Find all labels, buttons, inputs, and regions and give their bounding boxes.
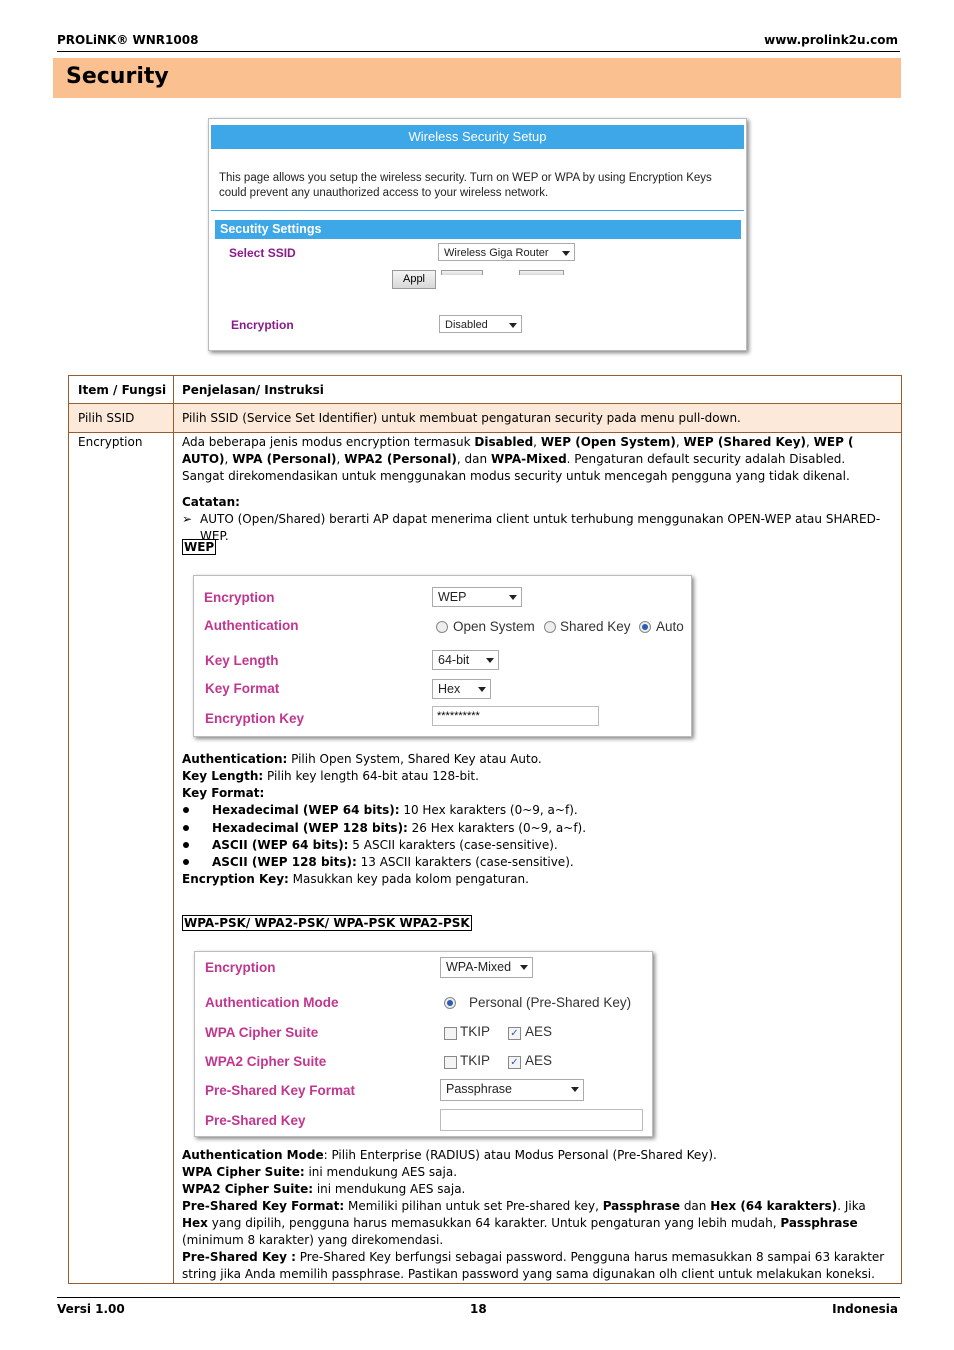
wpa-heading: WPA-PSK/ WPA2-PSK/ WPA-PSK WPA2-PSK: [184, 916, 470, 930]
language: Indonesia: [832, 1302, 898, 1316]
wpa-settings-screenshot: [194, 951, 653, 1137]
wpa-aes-checkbox[interactable]: ✓: [508, 1027, 521, 1040]
note-wpa-cipher: WPA Cipher Suite: ini mendukung AES saja.: [182, 1165, 458, 1179]
ssid-select[interactable]: Wireless Giga Router: [438, 243, 575, 261]
note-psk-format: Pre-Shared Key Format: Memiliki pilihan untuk set Pre-shared key, Passphrase dan Hex (64 karakters). Jika Hex yang dipilih, pengguna harus memasukkan 64 karakter. Untuk pengaturan yang lebih mudah, Passphrase (minimum 8 karakter) yang direkomendasi.: [182, 1199, 866, 1247]
wep-auth-label: Authentication: [204, 618, 299, 633]
page-footer: [57, 1297, 900, 1316]
note-wpa2-cipher: WPA2 Cipher Suite: ini mendukung AES saja.: [182, 1182, 466, 1196]
chevron-down-icon: [520, 965, 528, 970]
encryption-intro: Ada beberapa jenis modus encryption termasuk Disabled, WEP (Open System), WEP (Shared Key), WEP ( AUTO), WPA (Personal), WPA2 (Personal), dan WPA-Mixed. Pengaturan default security adalah Disabled. Sangat direkomendasikan untuk menggunakan modus security untuk mencegah pengguna yang tidak dikenal.: [182, 435, 854, 483]
bullet-ascii64: ASCII (WEP 64 bits): 5 ASCII karakters (case-sensitive).: [212, 838, 558, 852]
chevron-down-icon: [509, 595, 517, 600]
shared-key-label: Shared Key: [560, 619, 631, 634]
website: www.prolink2u.com: [764, 33, 898, 47]
chevron-down-icon: [478, 687, 486, 692]
radio-open-system[interactable]: [436, 621, 448, 633]
bullet-hex128: Hexadecimal (WEP 128 bits): 26 Hex karakters (0~9, a~f).: [212, 821, 587, 835]
open-system-label: Open System: [453, 619, 535, 634]
panel-title: Wireless Security Setup: [211, 125, 744, 149]
radio-personal[interactable]: [444, 997, 456, 1009]
key-length-select[interactable]: 64-bit: [432, 650, 499, 670]
psk-format-label: Pre-Shared Key Format: [205, 1083, 356, 1098]
psk-label: Pre-Shared Key: [205, 1113, 306, 1128]
section-band: [53, 58, 901, 98]
wpa2-tkip-checkbox[interactable]: [444, 1056, 457, 1069]
wep-encryption-select[interactable]: WEP: [432, 587, 522, 607]
encryption-key-label: Encryption Key: [205, 711, 305, 726]
encryption-label: Encryption: [231, 318, 294, 332]
col2-header: Penjelasan/ Instruksi: [182, 383, 324, 397]
product-name: PROLiNK® WNR1008: [57, 33, 199, 47]
wpa2-cipher-label: WPA2 Cipher Suite: [205, 1054, 327, 1069]
psk-format-select[interactable]: Passphrase: [440, 1079, 584, 1101]
row1-item: Pilih SSID: [78, 411, 135, 425]
hidden-button[interactable]: [441, 270, 483, 275]
ssid-label: Select SSID: [229, 246, 296, 260]
radio-shared-key[interactable]: [544, 621, 556, 633]
key-length-label: Key Length: [205, 653, 279, 668]
catatan-bullet: ➢: [182, 512, 193, 526]
settings-title: Secutity Settings: [215, 220, 741, 239]
wireless-security-setup-screenshot: [208, 118, 747, 351]
note-key-length: Key Length: Pilih key length 64-bit atau 128-bit.: [182, 769, 479, 783]
key-format-label: Key Format: [205, 681, 280, 696]
catatan-label: Catatan:: [182, 495, 240, 509]
wpa2-aes-label: AES: [525, 1053, 553, 1068]
wpa-aes-label: AES: [525, 1024, 553, 1039]
col1-header: Item / Fungsi: [78, 383, 167, 397]
personal-label: Personal (Pre-Shared Key): [469, 995, 632, 1010]
wpa-tkip-checkbox[interactable]: [444, 1027, 457, 1040]
row2-item: Encryption: [78, 435, 143, 449]
divider: [211, 210, 744, 211]
auth-mode-label: Authentication Mode: [205, 995, 339, 1010]
wep-heading: WEP: [184, 540, 215, 554]
wep-encryption-label: Encryption: [204, 590, 275, 605]
psk-input[interactable]: [440, 1109, 643, 1131]
wep-settings-screenshot: [193, 575, 692, 737]
key-format-select[interactable]: Hex: [432, 679, 491, 699]
wpa-encryption-select[interactable]: WPA-Mixed: [440, 957, 533, 978]
radio-auto[interactable]: [639, 621, 651, 633]
page-header: [57, 33, 900, 52]
chevron-down-icon: [509, 323, 517, 328]
catatan-text: AUTO (Open/Shared) berarti AP dapat menerima client untuk terhubung menggunakan OPEN-WEP atau SHARED-WEP.: [200, 512, 881, 543]
note-psk: Pre-Shared Key : Pre-Shared Key berfungsi sebagai password. Pengguna harus memasukkan 8 sampai 63 karakter string jika Anda memilih passphrase. Pastikan password yang sama digunakan olh client untuk melakukan koneksi.: [182, 1250, 885, 1281]
chevron-down-icon: [562, 251, 570, 256]
note-encryption-key: Encryption Key: Masukkan key pada kolom pengaturan.: [182, 872, 529, 886]
encryption-key-input[interactable]: **********: [432, 706, 599, 726]
panel-description: This page allows you setup the wireless security. Turn on WEP or WPA by using Encryption Keys could prevent any unauthorized access to your wireless network.: [219, 172, 712, 199]
chevron-down-icon: [486, 658, 494, 663]
wpa2-tkip-label: TKIP: [460, 1053, 491, 1068]
version: Versi 1.00: [57, 1302, 125, 1316]
wpa-tkip-label: TKIP: [460, 1024, 491, 1039]
info-table: [68, 375, 902, 1284]
chevron-down-icon: [571, 1087, 579, 1092]
auto-label: Auto: [656, 619, 684, 634]
bullet-hex64: Hexadecimal (WEP 64 bits): 10 Hex karakters (0~9, a~f).: [212, 803, 578, 817]
page-number: 18: [470, 1302, 487, 1316]
wpa2-aes-checkbox[interactable]: ✓: [508, 1056, 521, 1069]
note-key-format: Key Format:: [182, 786, 265, 800]
encryption-select[interactable]: Disabled: [439, 315, 522, 333]
wpa-encryption-label: Encryption: [205, 960, 276, 975]
bullet-ascii128: ASCII (WEP 128 bits): 13 ASCII karakters (case-sensitive).: [212, 855, 574, 869]
section-title: Security: [66, 64, 169, 89]
apply-button[interactable]: Appl: [392, 270, 436, 289]
note-auth-mode: Authentication Mode: Pilih Enterprise (RADIUS) atau Modus Personal (Pre-Shared Key).: [182, 1148, 717, 1162]
wpa-cipher-label: WPA Cipher Suite: [205, 1025, 319, 1040]
row1-desc: Pilih SSID (Service Set Identifier) untuk membuat pengaturan security pada menu pull-down.: [182, 411, 741, 425]
reset-button[interactable]: [519, 270, 564, 275]
note-auth: Authentication: Pilih Open System, Shared Key atau Auto.: [182, 752, 542, 766]
